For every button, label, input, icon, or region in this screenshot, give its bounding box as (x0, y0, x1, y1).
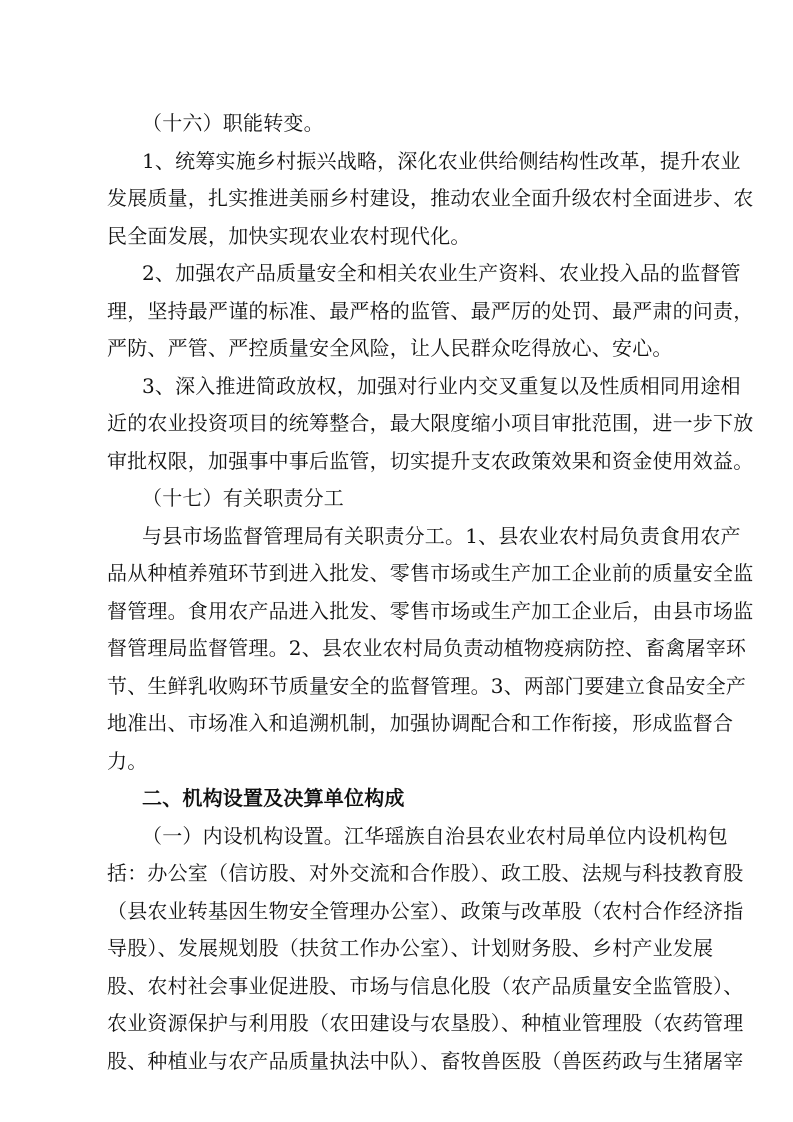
paragraph-line: 3、深入推进简政放权，加强对行业内交叉重复以及性质相同用途相 (142, 373, 741, 398)
paragraph-line: 民全面发展，加快实现农业农村现代化。 (107, 223, 471, 248)
paragraph-transform-1 (107, 143, 754, 256)
paragraph-line: 农业资源保护与利用股（农田建设与农垦股）、种植业管理股（农药管理 (107, 1011, 744, 1035)
paragraph-line: 品从种植养殖环节到进入批发、零售市场或生产加工企业前的质量安全监 (107, 561, 754, 585)
paragraph-division-of-duties (107, 518, 754, 781)
paragraph-line: 力。 (107, 748, 148, 773)
paragraph-line: 严防、严管、严控质量安全风险，让人民群众吃得放心、安心。 (107, 336, 673, 360)
paragraph-line: 导股）、发展规划股（扶贫工作办公室）、计划财务股、乡村产业发展 (107, 936, 714, 960)
paragraph-transform-2 (107, 255, 754, 368)
paragraph-line: 2、加强农产品质量安全和相关农业生产资料、农业投入品的监督管 (142, 261, 741, 285)
paragraph-line: 审批权限，加强事中事后监管，切实提升支农政策效果和资金使用效益。 (107, 448, 754, 473)
paragraph-internal-structure (107, 818, 744, 1081)
paragraph-line: 近的农业投资项目的统筹整合，最大限度缩小项目审批范围，进一步下放 (107, 411, 754, 435)
paragraph-line: 督管理局监督管理。2、县农业农村局负责动植物疫病防控、畜禽屠宰环 (107, 636, 747, 660)
section-title-16: （十六）职能转变。 (142, 111, 324, 135)
document-body (107, 105, 754, 1080)
paragraph-line: 括：办公室（信访股、对外交流和合作股）、政工股、法规与科技教育股 (107, 861, 744, 885)
paragraph-line: 股、农村社会事业促进股、市场与信息化股（农产品质量安全监管股）、 (107, 973, 744, 998)
section-heading-2: 二、机构设置及决算单位构成 (142, 786, 405, 810)
paragraph-transform-3 (107, 368, 754, 481)
paragraph-line: 督管理。食用农产品进入批发、零售市场或生产加工企业后，由县市场监 (107, 598, 754, 623)
paragraph-line: 与县市场监督管理局有关职责分工。1、县农业农村局负责食用农产 (142, 523, 741, 548)
paragraph-line: 股、种植业与农产品质量执法中队）、畜牧兽医股（兽医药政与生猪屠宰 (107, 1048, 744, 1073)
paragraph-line: 地准出、市场准入和追溯机制，加强协调配合和工作衔接，形成监督合 (107, 711, 734, 735)
paragraph-line: （一）内设机构设置。江华瑶族自治县农业农村局单位内设机构包 (142, 823, 728, 848)
paragraph-line: 理，坚持最严谨的标准、最严格的监管、最严厉的处罚、最严肃的问责， (107, 298, 754, 323)
section-title-17: （十七）有关职责分工 (142, 486, 344, 510)
paragraph-line: 发展质量，扎实推进美丽乡村建设，推动农业全面升级农村全面进步、农 (107, 186, 754, 210)
paragraph-line: 节、生鲜乳收购环节质量安全的监督管理。3、两部门要建立食品安全产 (107, 673, 747, 698)
paragraph-line: （县农业转基因生物安全管理办公室）、政策与改革股（农村合作经济指 (107, 898, 744, 923)
paragraph-line: 1、统筹实施乡村振兴战略，深化农业供给侧结构性改革，提升农业 (142, 148, 741, 173)
